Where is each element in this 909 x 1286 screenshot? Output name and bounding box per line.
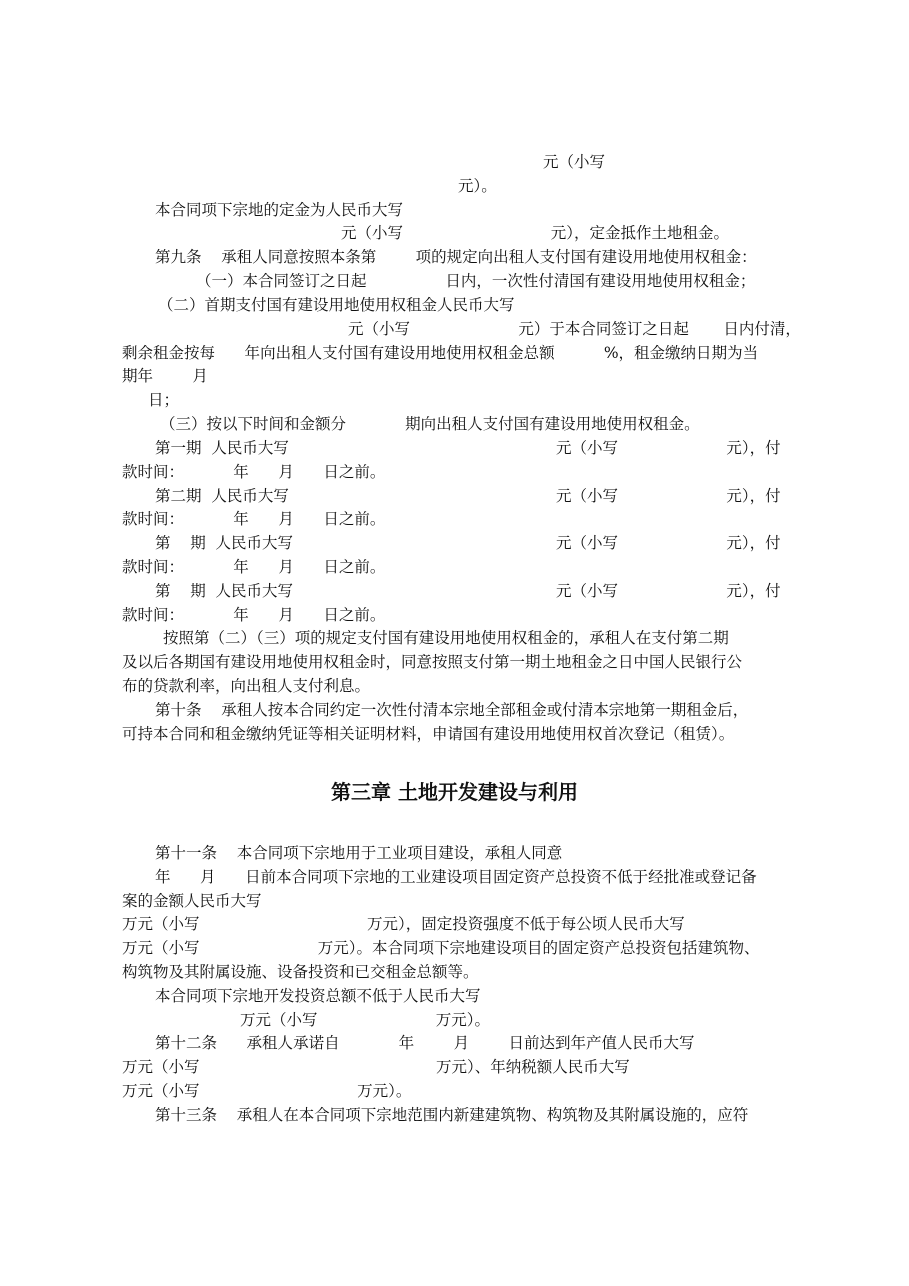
text-line: 剩余租金按每 年向出租人支付国有建设用地使用权租金总额 %，租金缴纳日期为当	[122, 344, 759, 362]
installment-amount: 元（小写 元），付	[556, 534, 781, 552]
text-line: 万元（小写 万元），固定投资强度不低于每公顷人民币大写	[122, 915, 685, 933]
installment-amount: 元（小写 元），付	[556, 487, 781, 505]
text-line: （三）按以下时间和金额分 期向出租人支付国有建设用地使用权租金。	[160, 415, 700, 433]
text-line: 按照第（二）（三）项的规定支付国有建设用地使用权租金的，承租人在支付第二期	[163, 629, 729, 647]
text-line: 及以后各期国有建设用地使用权租金时，同意按照支付第一期土地租金之日中国人民银行公	[122, 653, 743, 671]
article-11-heading: 第十一条 本合同项下宗地用于工业项目建设，承租人同意	[155, 844, 563, 862]
text-line: 元（小写 元）于本合同签订之日起 日内付清，	[348, 320, 801, 338]
installment-label: 第 期 人民币大写	[155, 534, 294, 552]
text-line: 可持本合同和租金缴纳凭证等相关证明材料，申请国有建设用地使用权首次登记（租赁）。	[122, 725, 735, 743]
article-12-heading: 第十二条 承租人承诺自 年 月 日前达到年产值人民币大写	[155, 1034, 695, 1052]
text-line: 万元（小写 万元）、年纳税额人民币大写	[122, 1058, 630, 1076]
installment-label: 第二期 人民币大写	[155, 487, 289, 505]
text-line: 日；	[148, 391, 180, 409]
text-line: 年 月 日前本合同项下宗地的工业建设项目固定资产总投资不低于经批准或登记备	[155, 868, 757, 886]
text-line: 期年 月	[122, 367, 208, 385]
text-line: 万元（小写 万元）。	[122, 1082, 412, 1100]
payment-time: 款时间： 年 月 日之前。	[122, 463, 386, 481]
installment-label: 第一期 人民币大写	[155, 439, 289, 457]
text-line: 元（小写	[543, 153, 606, 171]
text-line: 布的贷款利率，向出租人支付利息。	[122, 677, 371, 695]
text-line: 元）。	[458, 177, 497, 195]
payment-time: 款时间： 年 月 日之前。	[122, 606, 386, 624]
text-line: 构筑物及其附属设施、设备投资和已交租金总额等。	[122, 963, 479, 981]
payment-time: 款时间： 年 月 日之前。	[122, 510, 386, 528]
text-line: 本合同项下宗地开发投资总额不低于人民币大写	[155, 987, 481, 1005]
text-line: 万元（小写 万元）。	[240, 1011, 490, 1029]
article-9-heading: 第九条 承租人同意按照本条第 项的规定向出租人支付国有建设用地使用权租金：	[155, 248, 757, 266]
installment-label: 第 期 人民币大写	[155, 582, 294, 600]
text-line: （二）首期支付国有建设用地使用权租金人民币大写	[158, 296, 515, 314]
installment-amount: 元（小写 元），付	[556, 439, 781, 457]
text-line: 本合同项下宗地的定金为人民币大写	[155, 201, 404, 219]
text-line: 万元（小写 万元）。本合同项下宗地建设项目的固定资产总投资包括建筑物、	[122, 939, 760, 957]
text-line: 案的金额人民币大写	[122, 892, 262, 910]
article-10-heading: 第十条 承租人按本合同约定一次性付清本宗地全部租金或付清本宗地第一期租金后，	[155, 701, 749, 719]
payment-time: 款时间： 年 月 日之前。	[122, 558, 386, 576]
chapter-title: 第三章 土地开发建设与利用	[331, 780, 578, 804]
installment-amount: 元（小写 元），付	[556, 582, 781, 600]
article-13-heading: 第十三条 承租人在本合同项下宗地范围内新建建筑物、构筑物及其附属设施的，应符	[155, 1106, 749, 1124]
text-line: （一）本合同签订之日起 日内，一次性付清国有建设用地使用权租金；	[196, 272, 756, 290]
text-line: 元（小写 元），定金抵作土地租金。	[341, 224, 730, 242]
